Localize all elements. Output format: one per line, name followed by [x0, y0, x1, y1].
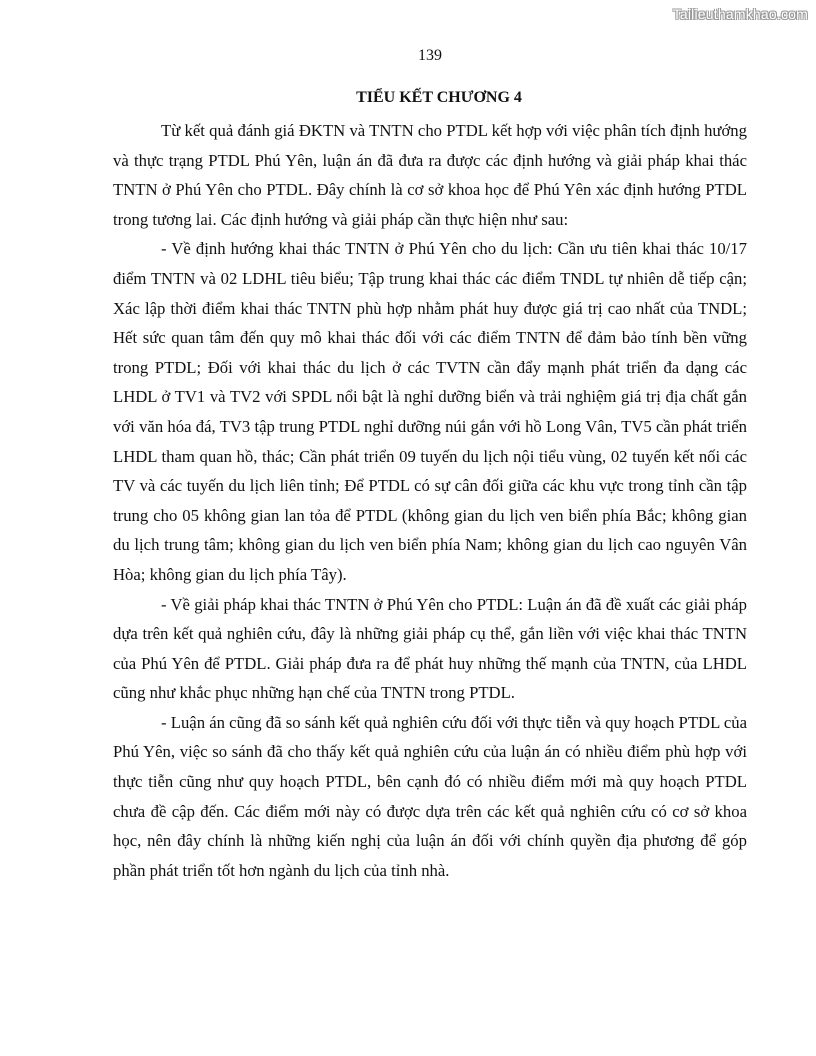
paragraph-intro: Từ kết quả đánh giá ĐKTN và TNTN cho PTDL kết hợp với việc phân tích định hướng và thực trạng PTDL Phú Yên, luận án đã đưa ra được các định hướng và giải pháp khai thác TNTN ở Phú Yên cho PTDL. Đây chính là cơ sở khoa học để Phú Yên xác định hướng PTDL trong tương lai. Các định hướng và giải pháp cần thực hiện như sau: [113, 121, 747, 229]
paragraph-orientation: - Về định hướng khai thác TNTN ở Phú Yên cho du lịch: Cần ưu tiên khai thác 10/17 điểm TNTN và 02 LDHL tiêu biểu; Tập trung khai thác các điểm TNDL tự nhiên dễ tiếp cận; Xác lập thời điểm khai thác TNTN phù hợp nhằm phát huy được giá trị cao nhất của TNDL; Hết sức quan tâm đến quy mô khai thác đối với các điểm TNTN để đảm bảo tính bền vững trong PTDL; Đối với khai thác du lịch ở các TVTN cần đẩy mạnh phát triển đa dạng các LHDL ở TV1 và TV2 với SPDL nổi bật là nghỉ dưỡng biển và trải nghiệm giá trị địa chất gắn với văn hóa đá, TV3 tập trung PTDL nghỉ dưỡng núi gắn với hồ Long Vân, TV5 cần phát triển LHDL tham quan hồ, thác; Cần phát triển 09 tuyến du lịch nội tiểu vùng, 02 tuyến kết nối các TV và các tuyến du lịch liên tỉnh; Để PTDL có sự cân đối giữa các khu vực trong tỉnh cần tập trung cho 05 không gian lan tỏa để PTDL (không gian du lịch ven biển phía Bắc; không gian du lịch trung tâm; không gian du lịch ven biển phía Nam; không gian du lịch cao nguyên Vân Hòa; không gian du lịch phía Tây). [113, 239, 747, 584]
paragraph-solutions: - Về giải pháp khai thác TNTN ở Phú Yên cho PTDL: Luận án đã đề xuất các giải pháp dựa trên kết quả nghiên cứu, đây là những giải pháp cụ thể, gắn liền với việc khai thác TNTN của Phú Yên để PTDL. Giải pháp đưa ra để phát huy những thế mạnh của TNTN, của LHDL cũng như khắc phục những hạn chế của TNTN trong PTDL. [113, 594, 747, 703]
document-body [113, 87, 747, 885]
section-title: TIỂU KẾT CHƯƠNG 4 [356, 89, 522, 106]
watermark-text: Tailieuthamkhao.com [672, 6, 808, 22]
page-number: 139 [418, 47, 442, 64]
paragraph-comparison: - Luận án cũng đã so sánh kết quả nghiên cứu đối với thực tiễn và quy hoạch PTDL của Phú Yên, việc so sánh đã cho thấy kết quả nghiên cứu của luận án có nhiều điểm phù hợp với thực tiễn cũng như quy hoạch PTDL, bên cạnh đó có nhiều điểm mới mà quy hoạch PTDL chưa đề cập đến. Các điểm mới này có được dựa trên các kết quả nghiên cứu có cơ sở khoa học, nên đây chính là những kiến nghị của luận án đối với chính quyền địa phương để góp phần phát triển tốt hơn ngành du lịch của tỉnh nhà. [113, 712, 747, 880]
